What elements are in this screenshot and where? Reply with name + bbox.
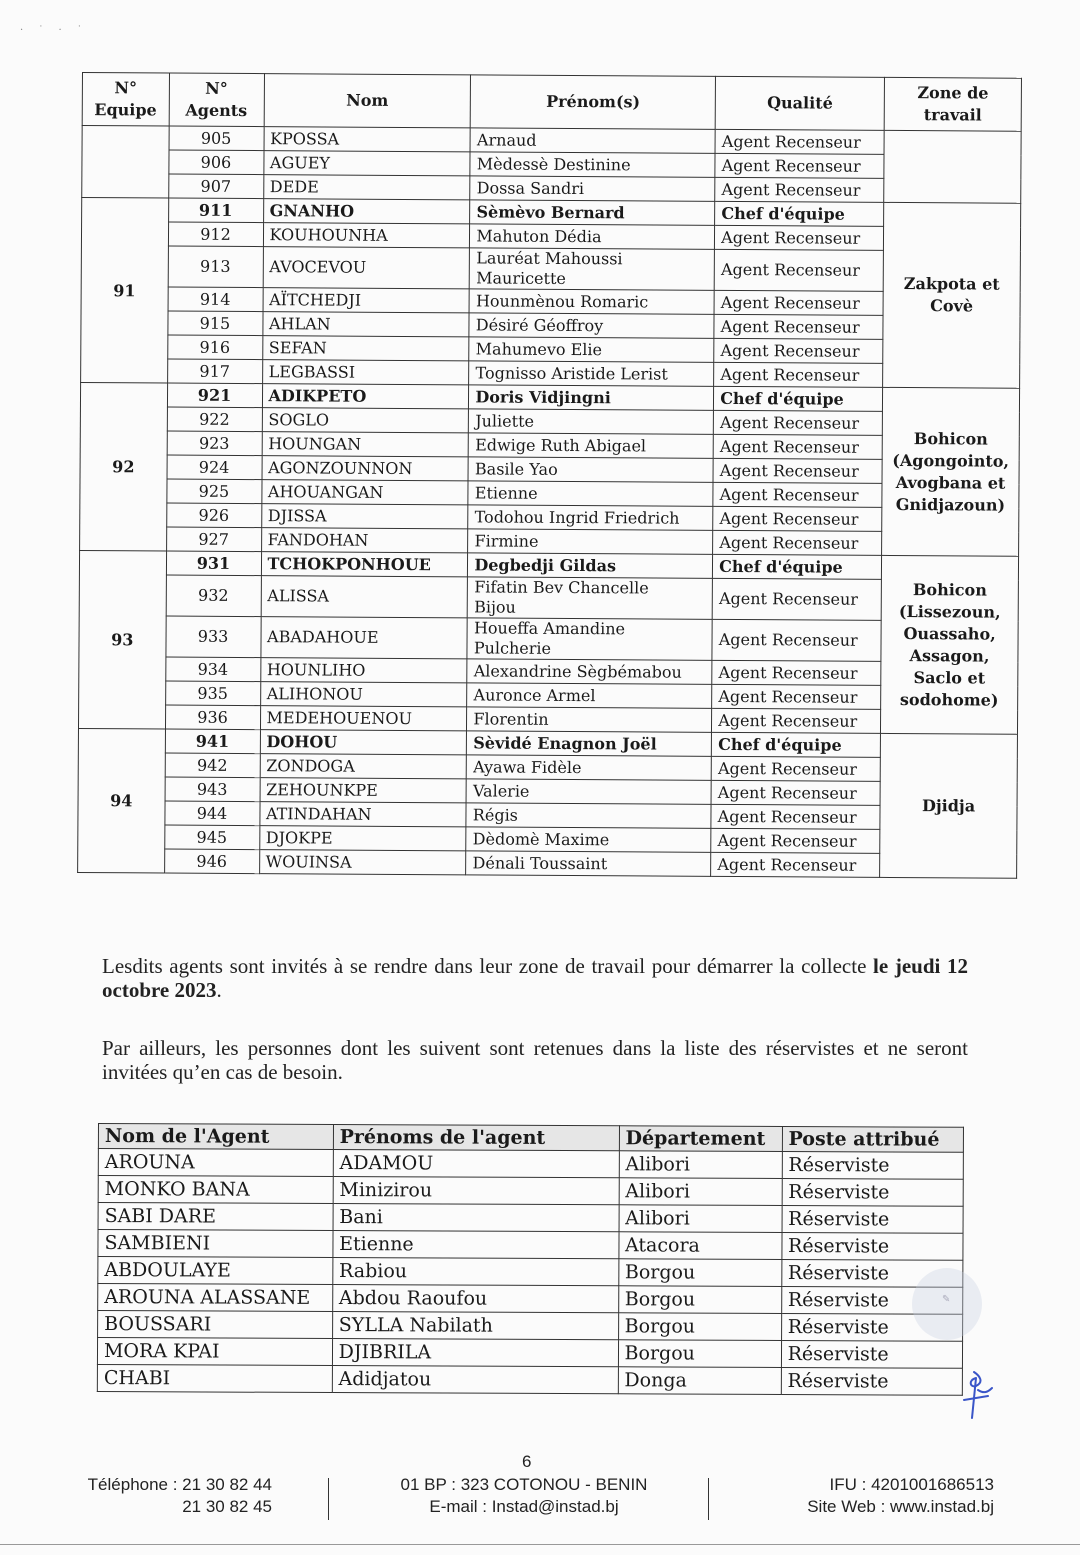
agent-qualite: Agent Recenseur: [713, 434, 882, 459]
agent-nom: SOGLO: [262, 408, 469, 433]
reservist-post: Réserviste: [781, 1313, 963, 1341]
agent-prenom-line: Fifatin Bev Chancelle: [474, 577, 649, 598]
header-department: Département: [619, 1126, 782, 1152]
agent-prenom: Dossa Sandri: [470, 176, 715, 201]
agent-row: [79, 574, 1018, 621]
agent-qualite: Chef d'équipe: [714, 386, 883, 411]
agent-prenom: Auronce Armel: [467, 683, 712, 708]
agent-prenom: Florentin: [467, 707, 712, 732]
agent-prenom: Tognisso Aristide Lerist: [469, 361, 714, 386]
scan-specks: · ˙ · ˙: [20, 25, 88, 36]
reservist-nom: AROUNA: [98, 1149, 333, 1177]
agent-number: 933: [165, 616, 260, 658]
reservist-prenoms: Etienne: [333, 1231, 619, 1259]
agent-qualite: Agent Recenseur: [715, 225, 884, 250]
agent-qualite: Agent Recenseur: [715, 153, 884, 178]
agent-prenom: Alexandrine Sègbémabou: [467, 659, 712, 684]
agent-qualite: Agent Recenseur: [714, 338, 883, 363]
agent-prenom: Valerie: [466, 779, 711, 804]
agent-qualite: Agent Recenseur: [712, 660, 881, 685]
reservists-table-body: [97, 1149, 963, 1396]
agent-prenom: Arnaud: [470, 128, 715, 153]
header-qualite: Qualité: [715, 76, 884, 130]
agent-nom: MEDEHOUENOU: [260, 706, 467, 731]
agent-qualite: Agent Recenseur: [711, 828, 880, 853]
agent-number: 941: [165, 729, 260, 754]
agent-nom: HOUNLIHO: [260, 658, 467, 683]
reservist-department: Donga: [618, 1367, 781, 1395]
agent-qualite: Agent Recenseur: [715, 129, 884, 154]
agent-prenom: Mahuton Dédia: [470, 224, 715, 249]
header-zone: Zone de travail: [884, 77, 1021, 131]
reservist-nom: MORA KPAI: [97, 1338, 332, 1366]
agent-prenom: Régis: [466, 803, 711, 828]
work-zone: [881, 555, 1019, 734]
reservist-post: Réserviste: [781, 1259, 963, 1287]
header-agent-number: N° Agents: [169, 73, 264, 127]
work-zone-line: (Agongointo,: [892, 450, 1010, 471]
agent-nom: DEDE: [263, 175, 470, 200]
footer-divider: [708, 1478, 709, 1520]
agent-number: 926: [166, 503, 261, 528]
agent-prenom: Mèdessè Destinine: [470, 152, 715, 177]
agent-prenom: Todohou Ingrid Friedrich: [468, 505, 713, 530]
agent-nom: ABADAHOUE: [260, 617, 467, 659]
agent-nom: KPOSSA: [264, 127, 471, 152]
reservist-department: Borgou: [618, 1313, 781, 1341]
phone-line-1: Téléphone : 21 30 82 44: [87, 1475, 272, 1494]
agent-number: 912: [168, 222, 263, 247]
work-zone-line: Avogbana et: [895, 472, 1006, 493]
work-zone-line: (Lissezoun,: [898, 601, 1001, 622]
scan-watermark: [912, 1268, 982, 1340]
agent-qualite: Agent Recenseur: [713, 458, 882, 483]
agent-nom: KOUHOUNHA: [263, 223, 470, 248]
agent-qualite: Agent Recenseur: [711, 756, 880, 781]
agent-number: 934: [165, 657, 260, 682]
reservists-table: [97, 1123, 964, 1396]
header-agent-firstnames: Prénoms de l'agent: [333, 1125, 619, 1151]
footer-phone: [62, 1474, 272, 1518]
agent-qualite: Agent Recenseur: [712, 708, 881, 733]
reservist-nom: BOUSSARI: [98, 1311, 333, 1339]
reservist-row: [97, 1364, 962, 1395]
agent-number: 931: [166, 551, 261, 576]
agents-table: [77, 72, 1022, 879]
agent-nom: HOUNGAN: [262, 432, 469, 457]
reservist-department: Borgou: [618, 1340, 781, 1368]
agent-number: 927: [166, 527, 261, 552]
reservist-department: Atacora: [618, 1232, 781, 1260]
team-number: 94: [78, 728, 165, 873]
agent-number: 921: [167, 383, 262, 408]
agent-prenom: [470, 248, 715, 290]
reservists-table-header: [98, 1124, 963, 1153]
agent-qualite: Agent Recenseur: [711, 804, 880, 829]
agent-qualite: Agent Recenseur: [712, 619, 881, 661]
reservist-row: [98, 1149, 963, 1180]
footer-contact: [386, 1474, 662, 1518]
agent-prenom: Désiré Géoffroy: [469, 313, 714, 338]
footer-ids: [740, 1474, 994, 1518]
agent-prenom: Edwige Ruth Abigael: [469, 433, 714, 458]
agent-qualite: Agent Recenseur: [714, 290, 883, 315]
agent-qualite: Agent Recenseur: [715, 177, 884, 202]
agent-nom: DJISSA: [261, 504, 468, 529]
agent-number: 917: [167, 359, 262, 384]
work-zone-line: Saclo et: [913, 667, 986, 688]
team-number: 91: [81, 198, 169, 384]
agent-prenom: Hounmènou Romaric: [469, 289, 714, 314]
agent-row: [79, 615, 1018, 662]
agent-number: 942: [165, 753, 260, 778]
reservist-row: [98, 1284, 963, 1315]
agent-prenom: Sèvidé Enagnon Joël: [467, 731, 712, 756]
agent-prenom: Etienne: [468, 481, 713, 506]
agent-nom: AÏTCHEDJI: [263, 288, 470, 313]
reservist-row: [98, 1257, 963, 1288]
agent-number: 945: [164, 825, 259, 850]
agent-number: 913: [168, 246, 263, 288]
agent-nom: AGONZOUNNON: [262, 456, 469, 481]
collection-start-paragraph: Lesdits agents sont invités à se rendre dans leur zone de travail pour démarrer la collecte le jeudi 12 octobre 2023.: [102, 954, 968, 1002]
reservist-row: [98, 1176, 963, 1207]
agent-nom: ZONDOGA: [260, 754, 467, 779]
agent-prenom: Degbedji Gildas: [468, 553, 713, 578]
agent-number: 923: [167, 431, 262, 456]
work-zone: [880, 733, 1018, 878]
agent-nom: LEGBASSI: [262, 360, 469, 385]
agent-number: 911: [168, 198, 263, 223]
reservist-prenoms: Adidjatou: [332, 1366, 618, 1394]
agent-nom: TCHOKPONHOUE: [261, 552, 468, 577]
work-zone-line: Ouassaho,: [903, 623, 996, 644]
agent-prenom: Basile Yao: [468, 457, 713, 482]
work-zone-line: Djidja: [921, 795, 976, 815]
agent-number: 936: [165, 705, 260, 730]
agent-qualite: Agent Recenseur: [713, 530, 882, 555]
agent-prenom: Doris Vidjingni: [469, 385, 714, 410]
ifu-number: IFU : 4201001686513: [829, 1475, 994, 1494]
header-prenom: Prénom(s): [471, 75, 716, 129]
agent-nom: AVOCEVOU: [263, 247, 470, 289]
work-zone-line: Covè: [930, 296, 974, 316]
agent-nom: SEFAN: [262, 336, 469, 361]
reservist-nom: ABDOULAYE: [98, 1257, 333, 1285]
postal-address: 01 BP : 323 COTONOU - BENIN: [400, 1475, 648, 1494]
pen-mark-icon: ✎: [942, 1294, 951, 1305]
agent-nom: DOHOU: [260, 730, 467, 755]
agent-prenom: Juliette: [469, 409, 714, 434]
agent-nom: AHOUANGAN: [261, 480, 468, 505]
reservist-nom: SABI DARE: [98, 1203, 333, 1231]
collection-start-date: le jeudi 12 octobre 2023: [102, 954, 968, 1002]
agent-prenom-line: Pulcherie: [473, 638, 552, 658]
agent-qualite: Agent Recenseur: [711, 780, 880, 805]
reservist-prenoms: Rabiou: [332, 1258, 618, 1286]
reservists-paragraph: Par ailleurs, les personnes dont les suivent sont retenues dans la liste des réservistes et ne seront invitées qu’en cas de besoin.: [102, 1036, 968, 1084]
agent-nom: DJOKPE: [259, 826, 466, 851]
reservist-nom: SAMBIENI: [98, 1230, 333, 1258]
reservist-post: Réserviste: [782, 1232, 964, 1260]
agent-row: [78, 848, 1017, 878]
agent-nom: GNANHO: [263, 199, 470, 224]
agent-nom: ALIHONOU: [260, 682, 467, 707]
agent-nom: WOUINSA: [259, 850, 466, 875]
reservist-post: Réserviste: [781, 1286, 963, 1314]
agent-nom: FANDOHAN: [261, 528, 468, 553]
agent-qualite: Chef d'équipe: [713, 554, 882, 579]
work-zone-line: Bohicon: [912, 579, 987, 600]
reservist-nom: AROUNA ALASSANE: [98, 1284, 333, 1312]
agent-number: 906: [168, 150, 263, 175]
header-assigned-post: Poste attribué: [782, 1126, 963, 1152]
reservist-post: Réserviste: [782, 1205, 964, 1233]
reservist-row: [98, 1230, 963, 1261]
agent-number: 922: [167, 407, 262, 432]
agent-nom: ZEHOUNKPE: [260, 778, 467, 803]
agent-prenom-line: Lauréat Mahoussi: [476, 248, 623, 269]
agent-number: 905: [169, 126, 264, 151]
work-zone-line: sodohome): [899, 689, 999, 710]
work-zone: [882, 387, 1020, 556]
reservist-prenoms: Minizirou: [333, 1177, 619, 1205]
page-number: 6: [522, 1452, 532, 1471]
agents-table-header: [82, 73, 1021, 132]
agent-qualite: Agent Recenseur: [712, 578, 881, 620]
work-zone-line: Assagon,: [909, 645, 990, 666]
reservist-department: Borgou: [618, 1286, 781, 1314]
email-address: E-mail : Instad@instad.bj: [429, 1497, 619, 1516]
work-zone-line: Zakpota et: [903, 274, 1000, 294]
reservist-prenoms: Abdou Raoufou: [332, 1285, 618, 1313]
phone-line-2: 21 30 82 45: [182, 1497, 272, 1516]
agent-number: 915: [167, 311, 262, 336]
reservist-nom: MONKO BANA: [98, 1176, 333, 1204]
reservist-post: Réserviste: [781, 1367, 963, 1395]
agent-qualite: Agent Recenseur: [714, 410, 883, 435]
agent-number: 914: [168, 287, 263, 312]
agent-prenom: Sèmèvo Bernard: [470, 200, 715, 225]
agent-qualite: Agent Recenseur: [714, 362, 883, 387]
website: Site Web : www.instad.bj: [807, 1497, 994, 1516]
team-number: 93: [78, 550, 166, 729]
work-zone: [883, 202, 1021, 388]
reservist-row: [98, 1311, 963, 1342]
agent-number: 916: [167, 335, 262, 360]
footer-divider: [328, 1478, 329, 1520]
agent-qualite: Agent Recenseur: [713, 506, 882, 531]
reservist-prenoms: DJIBRILA: [332, 1339, 618, 1367]
agent-nom: ATINDAHAN: [259, 802, 466, 827]
work-zone-line: Gnidjazoun): [895, 494, 1006, 515]
team-number: [82, 126, 169, 199]
agent-prenom: [468, 577, 713, 619]
agent-row: [81, 245, 1020, 292]
agent-number: 925: [166, 479, 261, 504]
team-number: 92: [80, 382, 168, 551]
agent-qualite: Agent Recenseur: [714, 249, 883, 291]
agent-number: 935: [165, 681, 260, 706]
agent-number: 932: [166, 575, 261, 617]
agent-number: 924: [167, 455, 262, 480]
reservist-nom: CHABI: [97, 1364, 332, 1392]
reservist-prenoms: Bani: [333, 1204, 619, 1232]
reservist-department: Alibori: [619, 1178, 782, 1206]
header-agent-name: Nom de l'Agent: [98, 1124, 333, 1150]
agent-prenom-line: Houeffa Amandine: [473, 618, 626, 639]
reservist-post: Réserviste: [782, 1178, 964, 1206]
reservist-department: Borgou: [618, 1259, 781, 1287]
agent-qualite: Agent Recenseur: [713, 482, 882, 507]
reservist-post: Réserviste: [781, 1340, 963, 1368]
agent-number: 943: [165, 777, 260, 802]
scan-edge: [0, 1544, 1080, 1545]
agent-qualite: Agent Recenseur: [711, 852, 880, 877]
reservist-prenoms: SYLLA Nabilath: [332, 1312, 618, 1340]
agent-number: 946: [164, 849, 259, 874]
agent-qualite: Agent Recenseur: [712, 684, 881, 709]
agent-number: 907: [168, 174, 263, 199]
reservist-row: [97, 1338, 962, 1369]
agent-prenom: Firmine: [468, 529, 713, 554]
agent-prenom: Dénali Toussaint: [466, 851, 711, 876]
reservist-department: Alibori: [619, 1151, 782, 1179]
agent-nom: AHLAN: [262, 312, 469, 337]
work-zone-line: Bohicon: [913, 428, 988, 449]
reservist-prenoms: ADAMOU: [333, 1150, 619, 1178]
agent-qualite: Chef d'équipe: [712, 732, 881, 757]
agent-prenom: [467, 618, 712, 660]
signature-icon: [958, 1370, 994, 1420]
agent-nom: AGUEY: [263, 151, 470, 176]
header-nom: Nom: [264, 74, 471, 128]
agent-prenom-line: Mauricette: [476, 268, 566, 288]
agents-table-body: [78, 126, 1022, 879]
reservist-post: Réserviste: [782, 1151, 964, 1179]
agent-number: 944: [164, 801, 259, 826]
work-zone: [884, 130, 1021, 203]
reservist-row: [98, 1203, 963, 1234]
agent-prenom: Ayawa Fidèle: [467, 755, 712, 780]
agent-nom: ALISSA: [261, 576, 468, 618]
reservist-department: Alibori: [619, 1205, 782, 1233]
agent-qualite: Chef d'équipe: [715, 201, 884, 226]
header-team: N° Equipe: [82, 73, 169, 127]
agent-prenom: Dèdomè Maxime: [466, 827, 711, 852]
agent-prenom: Mahumevo Elie: [469, 337, 714, 362]
agent-nom: ADIKPETO: [262, 384, 469, 409]
agent-prenom-line: Bijou: [474, 597, 516, 617]
agent-qualite: Agent Recenseur: [714, 314, 883, 339]
